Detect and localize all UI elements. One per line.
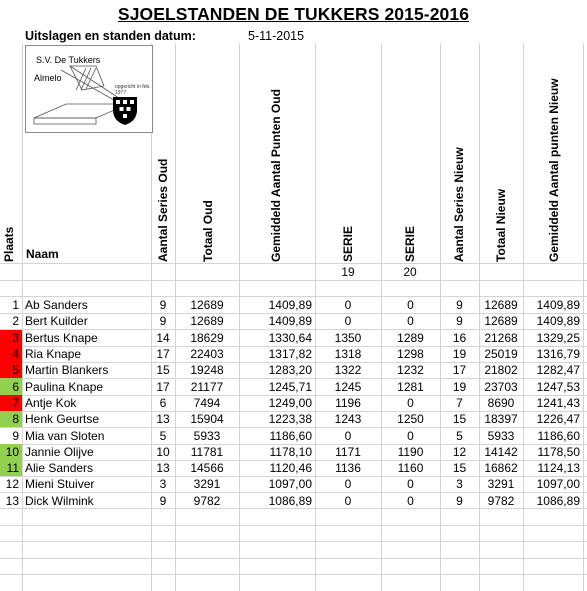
header-gemiddeld-nieuw: Gemiddeld Aantal punten Nieuw: [547, 78, 561, 262]
cell-aantal-series-oud: 3: [159, 477, 167, 492]
page-title: SJOELSTANDEN DE TUKKERS 2015-2016: [117, 4, 470, 24]
cell-naam: Ab Sanders: [25, 298, 88, 313]
cell-serie-2: 1289: [397, 330, 424, 345]
cell-serie-2: 0: [407, 298, 414, 313]
cell-aantal-series-nieuw: 15: [452, 461, 467, 476]
cell-serie-2: 1190: [397, 444, 424, 459]
cell-serie-1: 0: [344, 477, 352, 492]
almelo-shield-icon: [112, 96, 138, 126]
cell-aantal-series-nieuw: 17: [452, 363, 467, 378]
cell-naam: Bert Kuilder: [25, 314, 88, 329]
cell-serie-2: 1281: [397, 379, 424, 394]
table-row: [0, 493, 583, 509]
cell-aantal-series-oud: 9: [159, 493, 167, 508]
cell-serie-2: 1250: [397, 412, 424, 427]
table-row: [0, 476, 583, 492]
table-row: [0, 313, 583, 329]
cell-serie-1: 0: [344, 493, 352, 508]
date-value: 5-11-2015: [248, 29, 305, 43]
cell-serie-1: 1171: [335, 444, 361, 459]
cell-totaal-nieuw: 25019: [484, 347, 518, 362]
cell-serie-2: 0: [407, 477, 414, 492]
cell-gemiddeld-oud: 1317,82: [268, 347, 312, 362]
cell-totaal-oud: 19248: [190, 363, 224, 378]
table-row: [0, 444, 583, 460]
cell-gemiddeld-oud: 1178,10: [269, 444, 312, 459]
cell-aantal-series-oud: 13: [156, 461, 170, 476]
cell-gemiddeld-nieuw: 1409,89: [536, 298, 580, 313]
cell-aantal-series-oud: 10: [156, 444, 170, 459]
cell-aantal-series-oud: 13: [156, 412, 170, 427]
cell-gemiddeld-nieuw: 1226,47: [536, 412, 580, 427]
cell-naam: Antje Kok: [25, 395, 77, 410]
cell-naam: Alie Sanders: [25, 461, 94, 476]
cell-serie-2: 1298: [397, 347, 424, 362]
cell-totaal-oud: 12689: [190, 314, 224, 329]
cell-serie-1: 1196: [335, 395, 361, 410]
cell-naam: Ria Knape: [25, 347, 82, 362]
cell-totaal-oud: 9782: [193, 493, 221, 508]
cell-aantal-series-nieuw: 12: [452, 444, 467, 459]
cell-gemiddeld-nieuw: 1124,13: [537, 461, 580, 476]
cell-plaats: 6: [0, 378, 22, 394]
cell-gemiddeld-nieuw: 1329,25: [536, 330, 580, 345]
cell-serie-2: 0: [407, 428, 414, 443]
cell-gemiddeld-oud: 1409,89: [268, 298, 312, 313]
header-totaal-oud: Totaal Oud: [201, 200, 215, 262]
cell-gemiddeld-oud: 1249,00: [268, 395, 312, 410]
cell-gemiddeld-nieuw: 1409,89: [536, 314, 580, 329]
cell-gemiddeld-nieuw: 1241,43: [536, 395, 580, 410]
cell-naam: Mia van Sloten: [25, 428, 105, 443]
cell-aantal-series-oud: 15: [156, 363, 170, 378]
cell-gemiddeld-nieuw: 1086,89: [536, 493, 580, 508]
cell-gemiddeld-nieuw: 1186,60: [537, 428, 580, 443]
cell-serie-1: 1243: [334, 412, 362, 427]
cell-serie-2: 1160: [397, 461, 424, 476]
cell-totaal-oud: 18629: [190, 330, 224, 345]
header-totaal-nieuw: Totaal Nieuw: [494, 188, 508, 262]
header-serie-1: SERIE: [341, 225, 355, 262]
logo-club-name: S.V. De Tukkers: [36, 55, 101, 65]
cell-gemiddeld-oud: 1086,89: [268, 493, 312, 508]
header-aantal-series-nieuw: Aantal Series Nieuw: [452, 147, 466, 262]
table-row: [0, 378, 583, 394]
cell-serie-1: 0: [344, 428, 352, 443]
header-serie-2: SERIE: [403, 225, 417, 262]
cell-totaal-nieuw: 8690: [487, 395, 515, 410]
cell-aantal-series-oud: 17: [156, 347, 170, 362]
cell-gemiddeld-oud: 1409,89: [268, 314, 312, 329]
cell-naam: Jannie Olijve: [25, 444, 94, 459]
cell-plaats: 11: [0, 460, 22, 476]
cell-totaal-nieuw: 14142: [484, 444, 518, 459]
cell-aantal-series-nieuw: 7: [456, 395, 463, 410]
cell-aantal-series-oud: 14: [156, 330, 170, 345]
logo-town-name: Almelo: [34, 73, 62, 83]
cell-gemiddeld-nieuw: 1282,47: [536, 363, 580, 378]
table-row: [0, 427, 583, 443]
cell-plaats: 1: [12, 298, 19, 313]
cell-plaats: 10: [0, 444, 22, 460]
cell-totaal-nieuw: 9782: [487, 493, 515, 508]
cell-naam: Mieni Stuiver: [25, 477, 95, 492]
cell-serie-2: 1232: [397, 363, 424, 378]
cell-gemiddeld-oud: 1283,20: [268, 363, 312, 378]
table-row: [0, 297, 583, 313]
cell-gemiddeld-nieuw: 1247,53: [536, 379, 580, 394]
cell-aantal-series-nieuw: 3: [456, 477, 463, 492]
table-row: [0, 330, 583, 346]
cell-aantal-series-nieuw: 15: [452, 412, 467, 427]
cell-plaats: 9: [12, 428, 19, 443]
date-label: Uitslagen en standen datum:: [25, 29, 196, 43]
cell-gemiddeld-nieuw: 1316,79: [536, 347, 580, 362]
cell-gemiddeld-nieuw: 1097,00: [536, 477, 580, 492]
cell-totaal-oud: 7494: [193, 395, 221, 410]
cell-gemiddeld-oud: 1120,46: [269, 461, 312, 476]
cell-plaats: 2: [12, 314, 19, 329]
cell-aantal-series-oud: 6: [159, 395, 167, 410]
cell-totaal-nieuw: 16862: [484, 461, 518, 476]
cell-plaats: 7: [0, 395, 22, 411]
cell-plaats: 8: [0, 411, 22, 427]
cell-totaal-nieuw: 23703: [484, 379, 518, 394]
cell-aantal-series-nieuw: 19: [452, 347, 467, 362]
cell-totaal-nieuw: 5933: [487, 428, 515, 443]
cell-totaal-oud: 21177: [190, 379, 224, 394]
cell-aantal-series-oud: 17: [156, 379, 170, 394]
cell-gemiddeld-oud: 1330,64: [268, 330, 312, 345]
cell-gemiddeld-oud: 1245,71: [268, 379, 312, 394]
cell-naam: Paulina Knape: [25, 379, 104, 394]
cell-aantal-series-nieuw: 5: [456, 428, 463, 443]
cell-gemiddeld-oud: 1097,00: [268, 477, 312, 492]
cell-totaal-oud: 3291: [193, 477, 221, 492]
cell-naam: Dick Wilmink: [25, 493, 94, 508]
cell-totaal-oud: 22403: [190, 347, 224, 362]
cell-totaal-oud: 5933: [193, 428, 221, 443]
table-row: [0, 362, 583, 378]
cell-serie-1: 0: [344, 314, 352, 329]
header-aantal-series-oud: Aantal Series Oud: [156, 158, 170, 262]
cell-totaal-nieuw: 18397: [484, 412, 518, 427]
cell-serie-1: 1318: [334, 347, 362, 362]
header-naam: Naam: [26, 247, 59, 261]
serie-2-number: 20: [403, 265, 417, 279]
cell-totaal-oud: 15904: [190, 412, 224, 427]
cell-aantal-series-nieuw: 9: [456, 314, 463, 329]
cell-totaal-oud: 12689: [190, 298, 224, 313]
header-plaats: Plaats: [2, 226, 16, 262]
cell-aantal-series-nieuw: 9: [456, 298, 463, 313]
cell-naam: Martin Blankers: [25, 363, 109, 378]
cell-serie-1: 1245: [334, 379, 362, 394]
cell-serie-1: 1350: [334, 330, 362, 345]
cell-serie-2: 0: [407, 395, 414, 410]
cell-plaats: 12: [5, 477, 19, 492]
logo-founded-text: opgericht in feb. 1977: [115, 84, 151, 96]
cell-gemiddeld-nieuw: 1178,50: [537, 444, 580, 459]
cell-totaal-nieuw: 12689: [484, 314, 518, 329]
cell-totaal-nieuw: 21802: [484, 363, 518, 378]
cell-plaats: 13: [5, 493, 19, 508]
cell-serie-2: 0: [407, 314, 414, 329]
cell-gemiddeld-oud: 1186,60: [269, 428, 312, 443]
cell-naam: Bertus Knape: [25, 330, 98, 345]
cell-aantal-series-oud: 9: [159, 298, 167, 313]
cell-totaal-nieuw: 21268: [484, 330, 518, 345]
cell-aantal-series-nieuw: 19: [452, 379, 467, 394]
header-gemiddeld-oud: Gemiddeld Aantal Punten Oud: [269, 89, 283, 262]
table-row: [0, 460, 583, 476]
cell-aantal-series-oud: 9: [159, 314, 167, 329]
serie-1-number: 19: [341, 265, 355, 279]
table-row: [0, 395, 583, 411]
cell-totaal-nieuw: 12689: [484, 298, 518, 313]
cell-totaal-oud: 14566: [190, 461, 224, 476]
cell-serie-1: 0: [344, 298, 352, 313]
club-logo: [25, 45, 153, 133]
cell-aantal-series-nieuw: 9: [456, 493, 463, 508]
cell-aantal-series-nieuw: 16: [452, 330, 467, 345]
cell-serie-1: 1136: [335, 461, 361, 476]
cell-serie-2: 0: [407, 493, 414, 508]
cell-totaal-nieuw: 3291: [487, 477, 515, 492]
cell-plaats: 3: [0, 330, 22, 346]
cell-plaats: 5: [0, 362, 22, 378]
cell-gemiddeld-oud: 1223,38: [268, 412, 312, 427]
cell-totaal-oud: 11781: [190, 444, 224, 459]
cell-serie-1: 1322: [334, 363, 362, 378]
standings-table: [0, 297, 583, 509]
cell-naam: Henk Geurtse: [25, 412, 100, 427]
cell-aantal-series-oud: 5: [159, 428, 167, 443]
cell-plaats: 4: [0, 346, 22, 362]
table-row: [0, 346, 583, 362]
table-row: [0, 411, 583, 427]
